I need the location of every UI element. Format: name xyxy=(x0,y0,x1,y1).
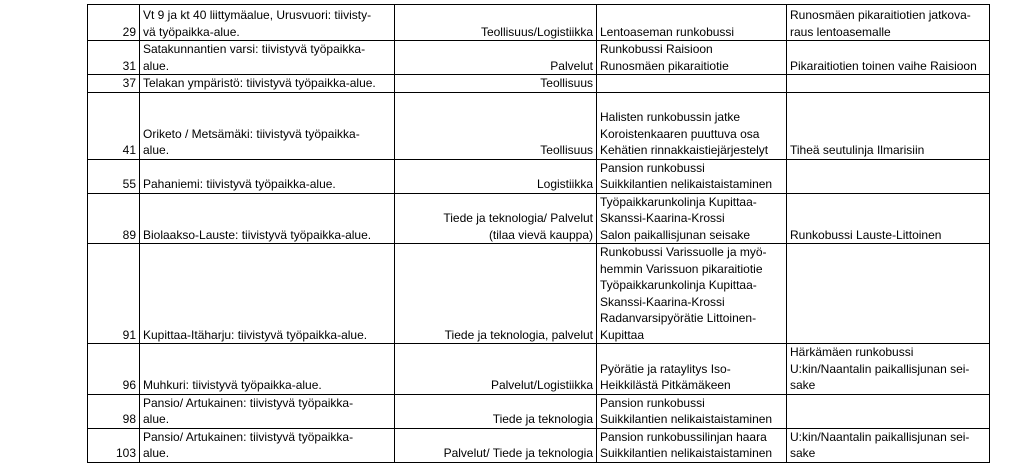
table-row xyxy=(88,428,990,462)
land-use-cell: Palvelut/Logistiikka xyxy=(395,344,597,395)
land-use-cell: Tiede ja teknologia/ Palvelut (tilaa vievä kauppa) xyxy=(395,193,597,244)
planned-measures-cell: Halisten runkobussin jatke Koroistenkaaren puuttuva osa Kehätien rinnakkaistiejärjestelyt xyxy=(597,92,787,159)
planned-measures-cell: Lentoaseman runkobussi xyxy=(597,5,787,41)
row-number-cell: 103 xyxy=(88,428,140,462)
area-description-cell: Pansio/ Artukainen: tiivistyvä työpaikka- alue. xyxy=(140,428,395,462)
table-body xyxy=(88,5,990,463)
area-description-cell: Biolaakso-Lauste: tiivistyvä työpaikka-alue. xyxy=(140,193,395,244)
future-measures-cell: U:kin/Naantalin paikallisjunan sei- sake xyxy=(787,428,990,462)
land-use-cell: Palvelut xyxy=(395,41,597,75)
table-row xyxy=(88,244,990,344)
future-measures-cell xyxy=(787,75,990,93)
land-use-cell: Tiede ja teknologia, palvelut xyxy=(395,244,597,344)
row-number-cell: 89 xyxy=(88,193,140,244)
table-row xyxy=(88,394,990,428)
future-measures-cell: Tiheä seutulinja Ilmarisiin xyxy=(787,92,990,159)
row-number-cell: 41 xyxy=(88,92,140,159)
area-description-cell: Vt 9 ja kt 40 liittymäalue, Urusvuori: tiivisty- vä työpaikka-alue. xyxy=(140,5,395,41)
planned-measures-cell: Pansion runkobussi Suikkilantien nelikaistaistaminen xyxy=(597,159,787,193)
row-number-cell: 96 xyxy=(88,344,140,395)
table-row xyxy=(88,344,990,395)
table-row xyxy=(88,193,990,244)
table-row xyxy=(88,92,990,159)
future-measures-cell xyxy=(787,159,990,193)
future-measures-cell xyxy=(787,244,990,344)
planned-measures-cell: Runkobussi Raisioon Runosmäen pikaraitiotie xyxy=(597,41,787,75)
row-number-cell: 91 xyxy=(88,244,140,344)
row-number-cell: 31 xyxy=(88,41,140,75)
area-description-cell: Pahaniemi: tiivistyvä työpaikka-alue. xyxy=(140,159,395,193)
row-number-cell: 29 xyxy=(88,5,140,41)
land-use-cell: Teollisuus xyxy=(395,92,597,159)
table-row xyxy=(88,5,990,41)
area-description-cell: Telakan ympäristö: tiivistyvä työpaikka-alue. xyxy=(140,75,395,93)
planned-measures-cell: Työpaikkarunkolinja Kupittaa- Skanssi-Kaarina-Krossi Salon paikallisjunan seisake xyxy=(597,193,787,244)
land-use-cell: Logistiikka xyxy=(395,159,597,193)
future-measures-cell: Runkobussi Lauste-Littoinen xyxy=(787,193,990,244)
area-description-cell: Oriketo / Metsämäki: tiivistyvä työpaikka- alue. xyxy=(140,92,395,159)
planned-measures-cell: Runkobussi Varissuolle ja myö- hemmin Varissuon pikaraitiotie Työpaikkarunkolinja Kupittaa- Skanssi-Kaarina-Krossi Radanvarsipyörätie Littoinen- Kupittaa xyxy=(597,244,787,344)
area-description-cell: Satakunnantien varsi: tiivistyvä työpaikka- alue. xyxy=(140,41,395,75)
area-description-cell: Muhkuri: tiivistyvä työpaikka-alue. xyxy=(140,344,395,395)
planned-measures-cell xyxy=(597,75,787,93)
table-row xyxy=(88,75,990,93)
planned-measures-cell: Pyörätie ja rataylitys Iso- Heikkilästä Pitkämäkeen xyxy=(597,344,787,395)
area-description-cell: Kupittaa-Itäharju: tiivistyvä työpaikka-alue. xyxy=(140,244,395,344)
area-description-cell: Pansio/ Artukainen: tiivistyvä työpaikka- alue. xyxy=(140,394,395,428)
future-measures-cell: Pikaraitiotien toinen vaihe Raisioon xyxy=(787,41,990,75)
future-measures-cell xyxy=(787,394,990,428)
planned-measures-cell: Pansion runkobussilinjan haara Suikkilantien nelikaistaistaminen xyxy=(597,428,787,462)
row-number-cell: 37 xyxy=(88,75,140,93)
land-use-cell: Palvelut/ Tiede ja teknologia xyxy=(395,428,597,462)
land-use-cell: Teollisuus/Logistiikka xyxy=(395,5,597,41)
land-use-cell: Teollisuus xyxy=(395,75,597,93)
land-use-cell: Tiede ja teknologia xyxy=(395,394,597,428)
planned-measures-cell: Pansion runkobussi Suikkilantien nelikaistaistaminen xyxy=(597,394,787,428)
future-measures-cell: Runosmäen pikaraitiotien jatkova- raus lentoasemalle xyxy=(787,5,990,41)
row-number-cell: 55 xyxy=(88,159,140,193)
row-number-cell: 98 xyxy=(88,394,140,428)
table-row xyxy=(88,159,990,193)
table-row xyxy=(88,41,990,75)
development-areas-table xyxy=(87,4,990,463)
future-measures-cell: Härkämäen runkobussi U:kin/Naantalin paikallisjunan sei- sake xyxy=(787,344,990,395)
